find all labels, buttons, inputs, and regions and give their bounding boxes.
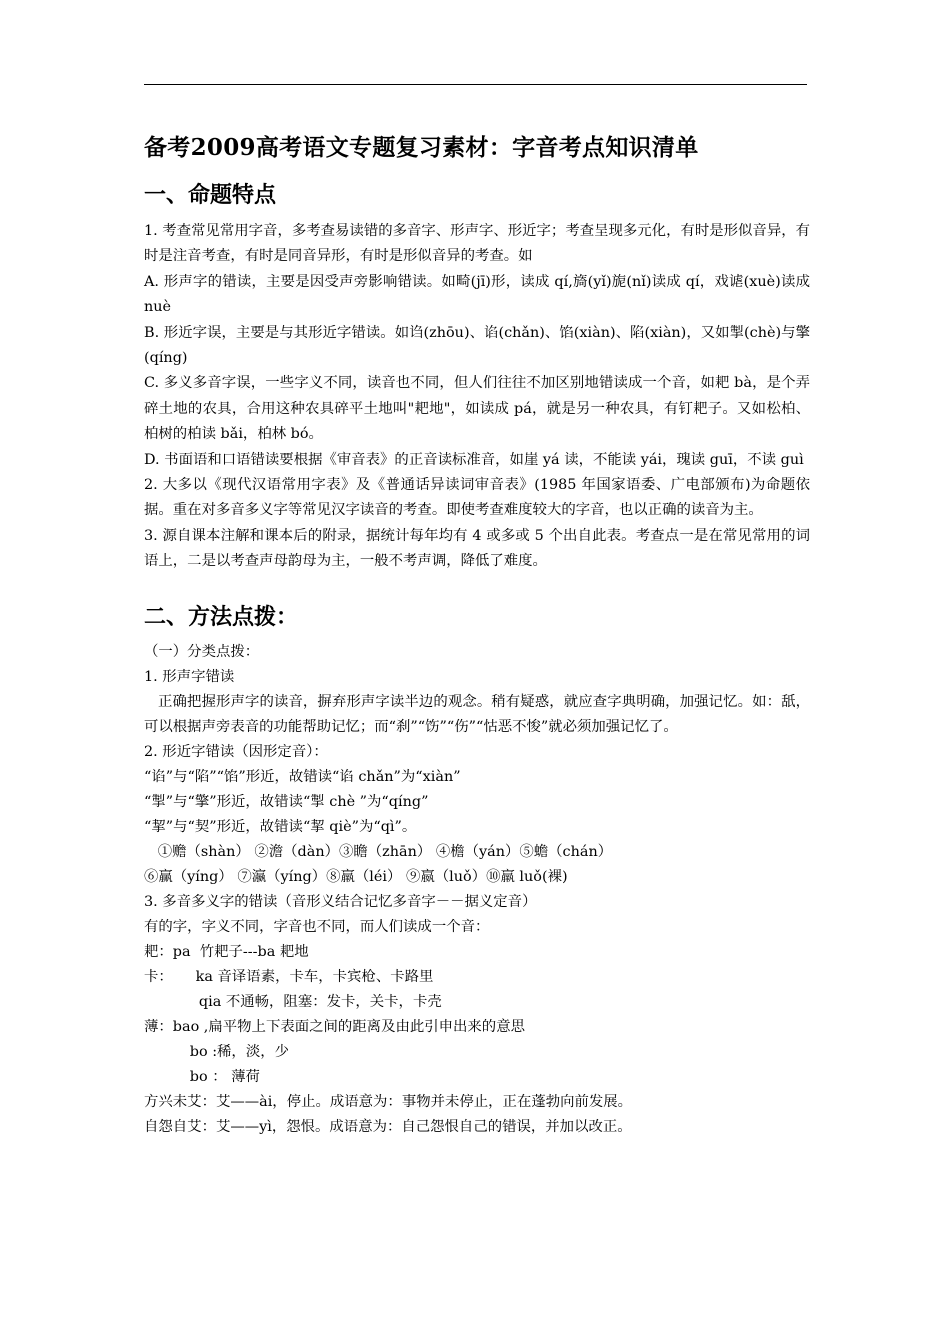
paragraph: D. 书面语和口语错读要根据《审音表》的正音读标准音，如崖 yá 读，不能读 yái，瑰读 guī，不读 guì xyxy=(144,451,804,468)
document-body xyxy=(144,133,810,1140)
header-rule xyxy=(144,84,807,85)
text-line: ⑥赢（yíng） ⑦瀛（yíng）⑧羸（léi） ⑨嬴（luǒ）⑩羸 luǒ(裸) xyxy=(144,868,568,885)
text-line: 2. 形近字错读（因形定音）： xyxy=(144,743,328,760)
paragraph: A. 形声字的错读，主要是因受声旁影响错读。如畸(jī)形，读成 qí,旖(yǐ)旎(nǐ)读成 qí，戏谑(xuè)读成 nuè xyxy=(144,273,810,316)
paragraph: B. 形近字误，主要是与其形近字错读。如诌(zhōu)、谄(chǎn)、馅(xiàn)、陷(xiàn)，又如掣(chè)与擎(qíng) xyxy=(144,324,810,367)
text-line: 正确把握形声字的读音，摒弃形声字读半边的观念。稍有疑惑，就应查字典明确，加强记忆。如：舐，可以根据声旁表音的功能帮助记忆；而“刹”“饬”“伤”“怙恶不悛”就必须加强记忆了。 xyxy=(144,693,810,735)
text-line: “掣”与“擎”形近，故错读“掣 chè ”为“qíng” xyxy=(144,793,429,810)
paragraph: 2. 大多以《现代汉语常用字表》及《普通话异读词审音表》(1985 年国家语委、广电部颁布)为命题依据。重在对多音多义字等常见汉字读音的考查。即使考查难度较大的字音，也以正确的读音为主。 xyxy=(144,477,810,519)
section-1-body xyxy=(144,219,810,575)
section-2-body xyxy=(144,640,810,1140)
text-line: bo ： 薄荷 xyxy=(144,1068,260,1085)
text-line: 方兴未艾：艾——ài，停止。成语意为：事物并未停止，正在蓬勃向前发展。 xyxy=(144,1093,633,1110)
text-line: qia 不通畅，阻塞：发卡，关卡，卡壳 xyxy=(144,993,442,1010)
spacer xyxy=(144,575,810,598)
paragraph: 1. 考查常见常用字音，多考查易读错的多音字、形声字、形近字；考查呈现多元化，有时是形似音异，有时是注音考查，有时是同音异形，有时是形似音异的考查。如 xyxy=(144,223,810,265)
text-line: “谄”与“陷”“馅”形近，故错读“谄 chǎn”为“xiàn” xyxy=(144,768,461,785)
document-title: 备考2009高考语文专题复习素材：字音考点知识清单 xyxy=(144,134,699,161)
text-line: “挈”与“契”形近，故错读“挈 qiè”为“qì”。 xyxy=(144,818,417,835)
text-line: （一）分类点拨： xyxy=(144,643,260,660)
text-line: 有的字，字义不同，字音也不同，而人们读成一个音： xyxy=(144,918,490,935)
paragraph: C. 多义多音字误，一些字义不同，读音也不同，但人们往往不加区别地错读成一个音，如耙 bà，是个弄碎土地的农具，合用这种农具碎平土地叫"耙地"，如读成 pá，就是另一种农具，有钉耙子。又如松柏、柏树的柏读 bǎi，柏林 bó。 xyxy=(144,375,810,443)
text-line: 自怨自艾：艾——yì，怨恨。成语意为：自己怨恨自己的错误，并加以改正。 xyxy=(144,1118,632,1135)
section-1-heading: 一、命题特点 xyxy=(144,182,277,208)
text-line: 1. 形声字错读 xyxy=(144,668,235,685)
text-line: bo :稀，淡，少 xyxy=(144,1043,289,1060)
text-line: 薄：bao ,扁平物上下表面之间的距离及由此引申出来的意思 xyxy=(144,1018,525,1035)
text-line: 卡： ka 音译语素，卡车，卡宾枪、卡路里 xyxy=(144,968,434,985)
text-line: ①赡（shàn） ②澹（dàn）③瞻（zhān） ④檐（yán）⑤蟾（chán） xyxy=(144,843,613,860)
text-line: 3. 多音多义字的错读（音形义结合记忆多音字－－据义定音） xyxy=(144,893,537,910)
section-2-heading: 二、方法点拨： xyxy=(144,603,299,630)
paragraph: 3. 源自课本注解和课本后的附录，据统计每年均有 4 或多或 5 个出自此表。考查点一是在常见常用的词语上，二是以考查声母韵母为主，一般不考声调，降低了难度。 xyxy=(144,527,810,570)
text-line: 耙：pa 竹耙子---ba 耙地 xyxy=(144,943,309,960)
